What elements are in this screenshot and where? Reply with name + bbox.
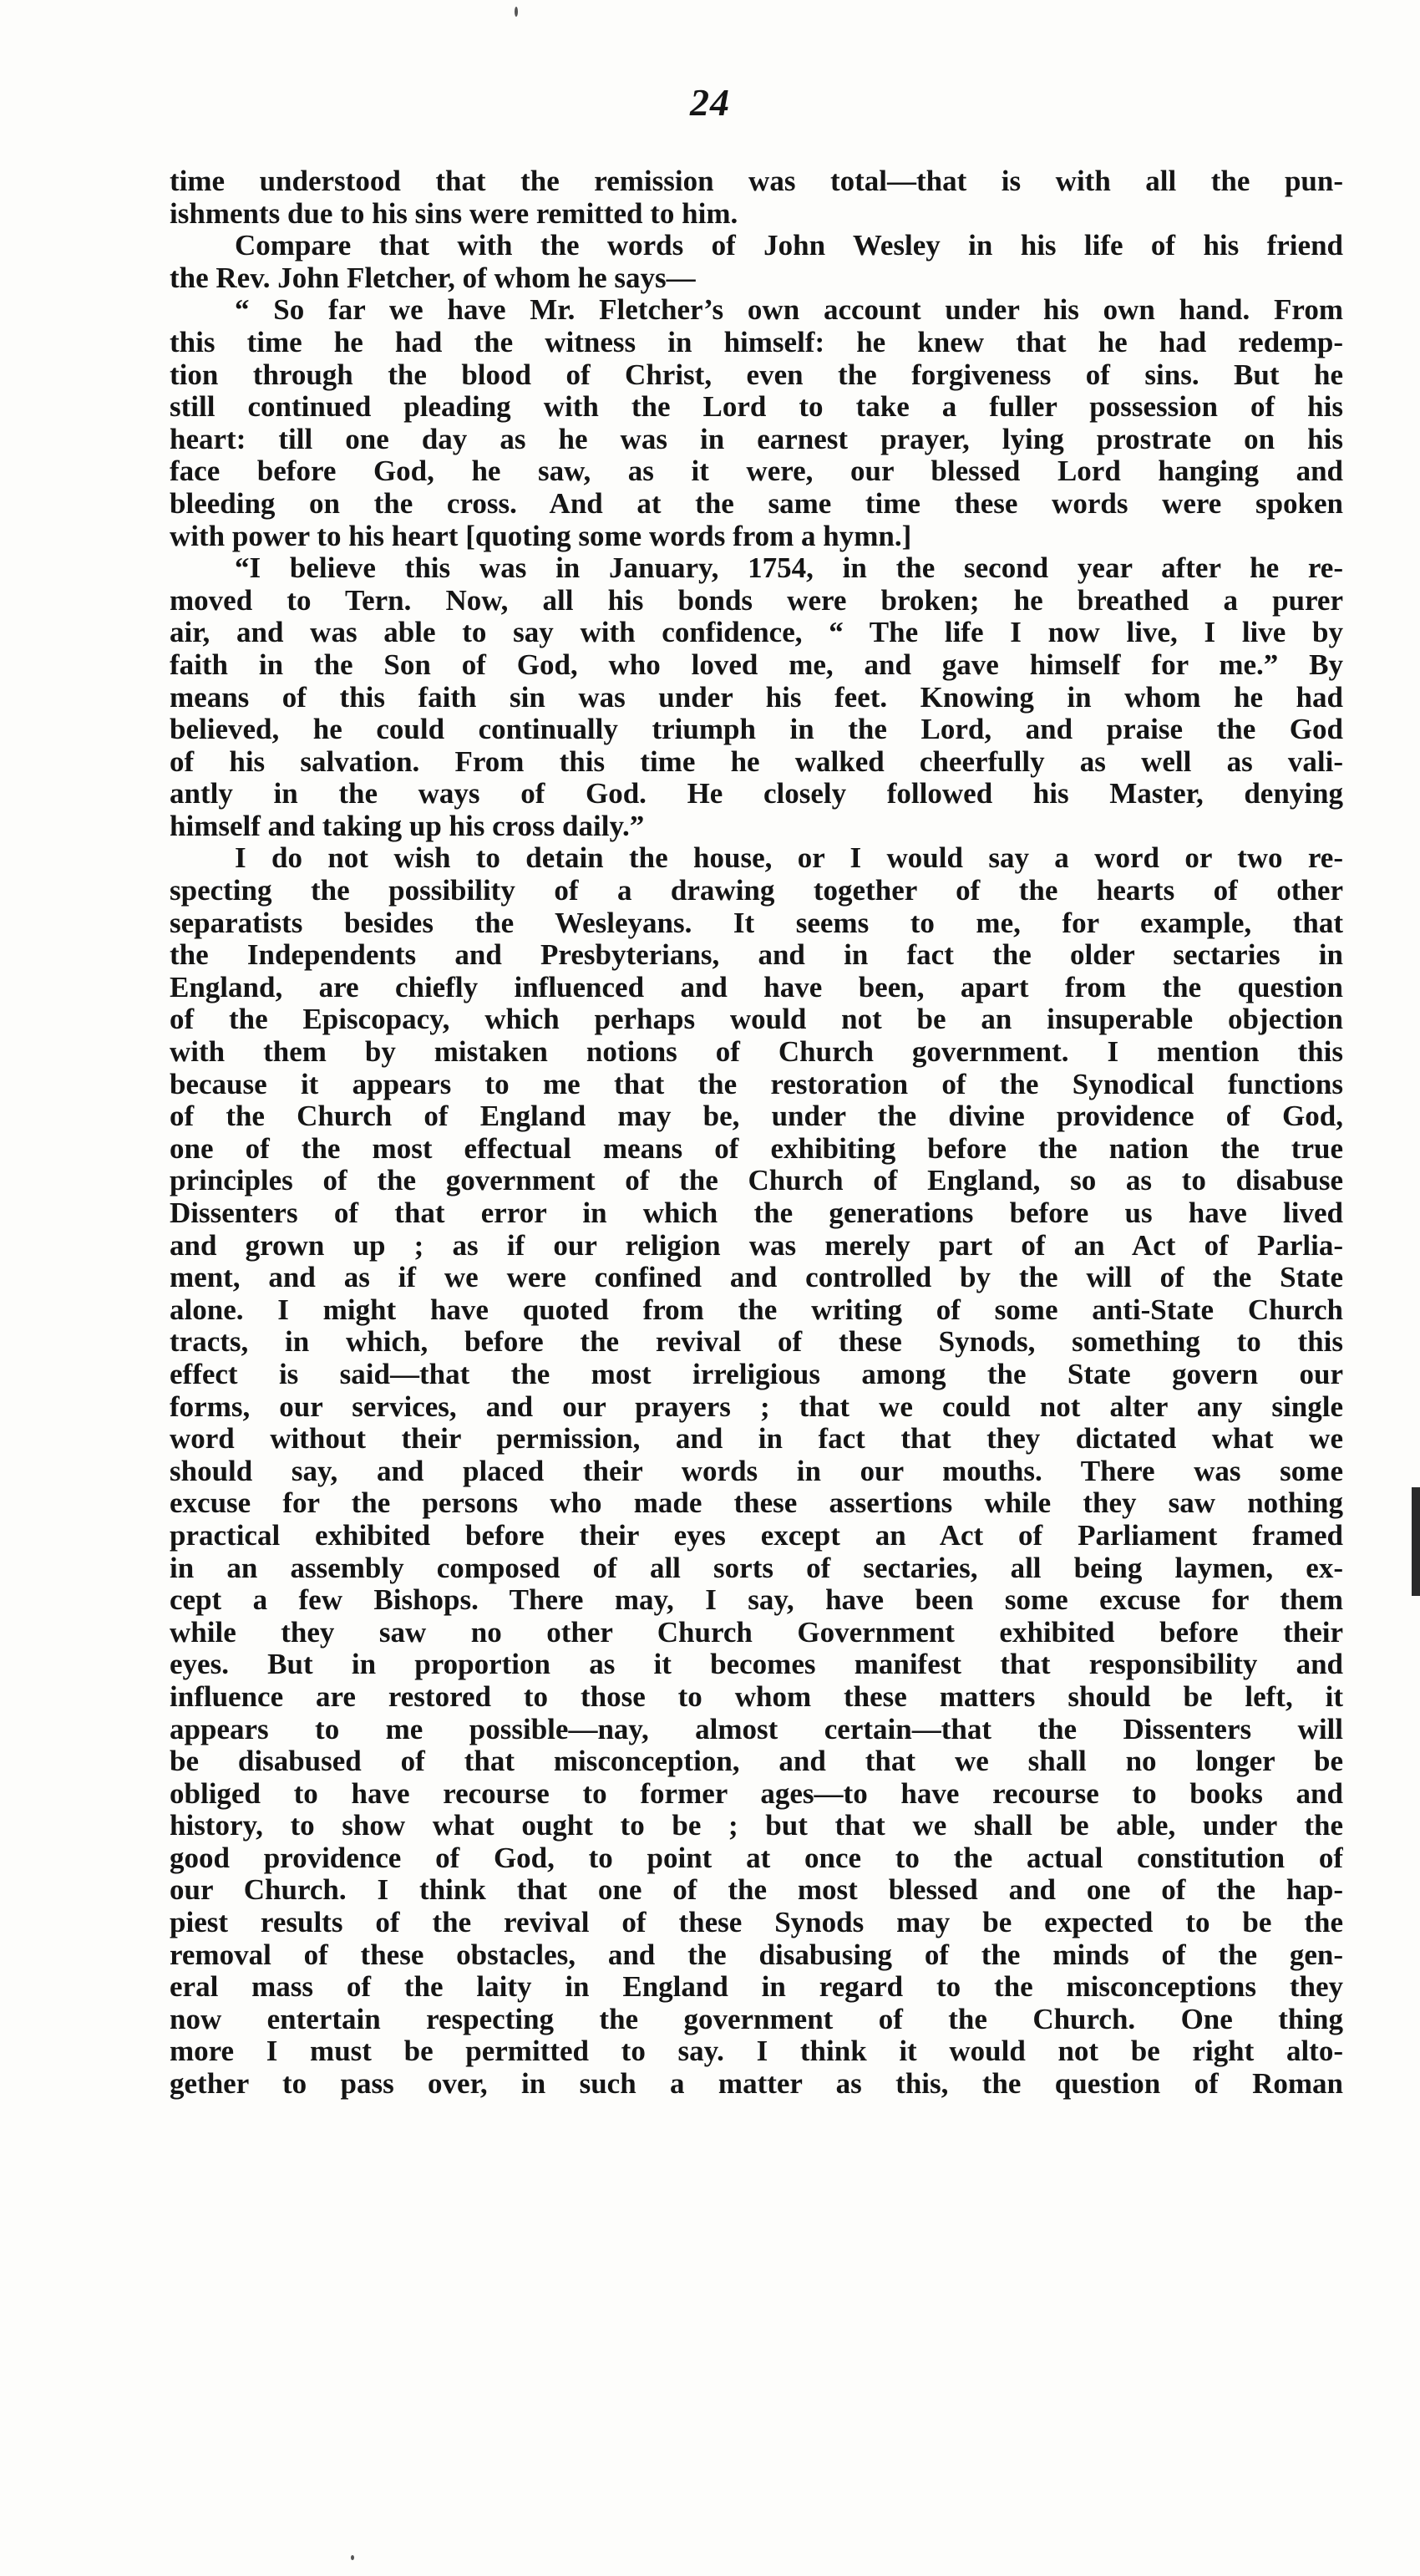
text-line: cept a few Bishops. There may, I say, have been some excuse for them xyxy=(170,1584,1343,1617)
text-line: good providence of God, to point at once to the actual constitution of xyxy=(170,1842,1343,1874)
text-line: antly in the ways of God. He closely followed his Master, denying xyxy=(170,778,1343,810)
text-line: time understood that the remission was total—that is with all the pun- xyxy=(170,165,1343,197)
text-line: excuse for the persons who made these assertions while they saw nothing xyxy=(170,1487,1343,1520)
text-line: our Church. I think that one of the most blessed and one of the hap- xyxy=(170,1874,1343,1907)
text-line: the Independents and Presbyterians, and in fact the older sectaries in xyxy=(170,939,1343,972)
text-line: influence are restored to those to whom these matters should be left, it xyxy=(170,1680,1343,1713)
text-line: practical exhibited before their eyes except an Act of Parliament framed xyxy=(170,1519,1343,1552)
text-line: eyes. But in proportion as it becomes manifest that responsibility and xyxy=(170,1649,1343,1681)
paragraph-start-line: Compare that with the words of John Wesley in his life of his friend xyxy=(235,230,1343,262)
text-line: more I must be permitted to say. I think it would not be right alto- xyxy=(170,2035,1343,2068)
text-line: bleeding on the cross. And at the same time these words were spoken xyxy=(170,487,1343,520)
text-line: with them by mistaken notions of Church government. I mention this xyxy=(170,1036,1343,1069)
text-line: ishments due to his sins were remitted to him. xyxy=(170,197,738,230)
scan-speck xyxy=(351,2555,354,2560)
text-line: while they saw no other Church Government exhibited before their xyxy=(170,1616,1343,1649)
text-line: piest results of the revival of these Synods may be expected to be the xyxy=(170,1907,1343,1939)
text-line: still continued pleading with the Lord to take a fuller possession of his xyxy=(170,391,1343,424)
text-line: and grown up ; as if our religion was merely part of an Act of Parlia- xyxy=(170,1229,1343,1262)
text-line: Dissenters of that error in which the generations before us have lived xyxy=(170,1197,1343,1229)
text-line: of the Episcopacy, which perhaps would not be an insuperable objection xyxy=(170,1003,1343,1036)
text-line: England, are chiefly influenced and have been, apart from the question xyxy=(170,971,1343,1003)
text-line: with power to his heart [quoting some words from a hymn.] xyxy=(170,520,912,552)
scan-edge-shadow xyxy=(1412,1487,1420,1596)
text-line: now entertain respecting the government of the Church. One thing xyxy=(170,2003,1343,2035)
text-line: moved to Tern. Now, all his bonds were broken; he breathed a purer xyxy=(170,584,1343,617)
text-line: this time he had the witness in himself: he knew that he had redemp- xyxy=(170,326,1343,358)
text-line: tion through the blood of Christ, even the forgiveness of sins. But he xyxy=(170,358,1343,391)
text-line: be disabused of that misconception, and that we shall no longer be xyxy=(170,1745,1343,1778)
text-line: appears to me possible—nay, almost certain—that the Dissenters will xyxy=(170,1713,1343,1745)
body-text xyxy=(170,165,1343,2101)
text-line: in an assembly composed of all sorts of sectaries, all being laymen, ex- xyxy=(170,1552,1343,1584)
text-line: eral mass of the laity in England in regard to the misconceptions they xyxy=(170,1971,1343,2004)
text-line: ment, and as if we were confined and controlled by the will of the State xyxy=(170,1262,1343,1294)
text-line: of the Church of England may be, under the divine providence of God, xyxy=(170,1100,1343,1133)
text-line: word without their permission, and in fact that they dictated what we xyxy=(170,1423,1343,1456)
text-line: means of this faith sin was under his feet. Knowing in whom he had xyxy=(170,681,1343,714)
paragraph-start-line: I do not wish to detain the house, or I would say a word or two re- xyxy=(235,842,1343,875)
text-line: history, to show what ought to be ; but that we shall be able, under the xyxy=(170,1810,1343,1842)
text-line: effect is said—that the most irreligious among the State govern our xyxy=(170,1358,1343,1390)
text-line: faith in the Son of God, who loved me, and gave himself for me.” By xyxy=(170,648,1343,681)
text-line: heart: till one day as he was in earnest prayer, lying prostrate on his xyxy=(170,423,1343,455)
quote-start-line: “ So far we have Mr. Fletcher’s own account under his own hand. From xyxy=(235,294,1343,327)
scan-speck xyxy=(515,7,518,17)
text-line: specting the possibility of a drawing together of the hearts of other xyxy=(170,875,1343,907)
text-line: face before God, he saw, as it were, our blessed Lord hanging and xyxy=(170,455,1343,488)
text-line: himself and taking up his cross daily.” xyxy=(170,810,645,842)
text-line: believed, he could continually triumph in the Lord, and praise the God xyxy=(170,714,1343,746)
text-line: alone. I might have quoted from the writing of some anti-State Church xyxy=(170,1293,1343,1326)
text-line: forms, our services, and our prayers ; that we could not alter any single xyxy=(170,1390,1343,1423)
text-line: the Rev. John Fletcher, of whom he says— xyxy=(170,262,696,294)
text-line: removal of these obstacles, and the disabusing of the minds of the gen- xyxy=(170,1938,1343,1971)
text-line: separatists besides the Wesleyans. It seems to me, for example, that xyxy=(170,907,1343,939)
text-line: of his salvation. From this time he walked cheerfully as well as vali- xyxy=(170,745,1343,778)
quote-start-line: “I believe this was in January, 1754, in the second year after he re- xyxy=(235,552,1343,585)
text-line: one of the most effectual means of exhibiting before the nation the true xyxy=(170,1132,1343,1165)
text-line: air, and was able to say with confidence, “ The life I now live, I live by xyxy=(170,617,1343,649)
text-line: because it appears to me that the restoration of the Synodical functions xyxy=(170,1068,1343,1100)
text-line: should say, and placed their words in our mouths. There was some xyxy=(170,1455,1343,1487)
page-number: 24 xyxy=(690,81,730,124)
text-line: obliged to have recourse to former ages—to have recourse to books and xyxy=(170,1777,1343,1810)
text-line: principles of the government of the Church of England, so as to disabuse xyxy=(170,1165,1343,1197)
text-line: gether to pass over, in such a matter as this, the question of Roman xyxy=(170,2068,1343,2101)
text-line: tracts, in which, before the revival of these Synods, something to this xyxy=(170,1326,1343,1359)
